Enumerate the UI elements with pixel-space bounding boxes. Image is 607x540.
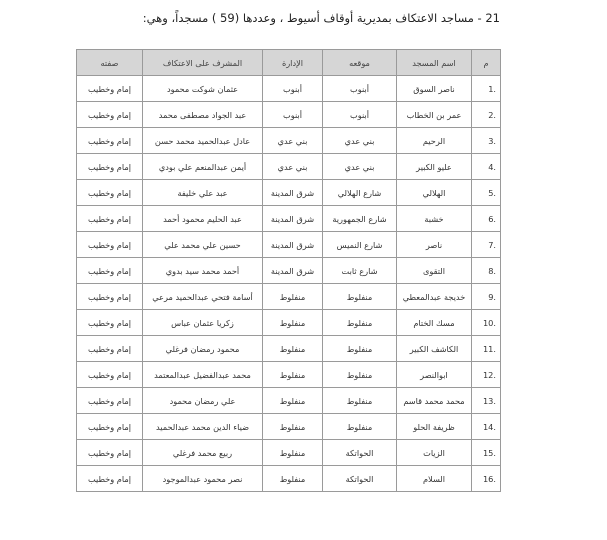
administration-cell: شرق المدينة <box>263 206 323 232</box>
row-num: 12. <box>472 362 501 388</box>
mosque-name-cell: الكاشف الكبير <box>397 336 472 362</box>
supervisor-cell: عادل عبدالحميد محمد حسن <box>143 128 263 154</box>
location-cell: بني عدي <box>323 154 397 180</box>
supervisor-cell: أحمد محمد سيد بدوي <box>143 258 263 284</box>
table-row <box>77 128 501 154</box>
administration-cell: منفلوط <box>263 440 323 466</box>
mosque-name-cell: مسك الختام <box>397 310 472 336</box>
administration-cell: منفلوط <box>263 388 323 414</box>
table-row <box>77 284 501 310</box>
location-cell: الحواتكة <box>323 466 397 492</box>
row-num: 10. <box>472 310 501 336</box>
role-cell: إمام وخطيب <box>77 232 143 258</box>
location-cell: منفلوط <box>323 362 397 388</box>
mosques-table <box>76 49 501 492</box>
header-mosque-name: اسم المسجد <box>397 50 472 76</box>
table-row <box>77 154 501 180</box>
administration-cell: بني عدي <box>263 128 323 154</box>
supervisor-cell: محمود رمضان فرغلي <box>143 336 263 362</box>
role-cell: إمام وخطيب <box>77 102 143 128</box>
supervisor-cell: عبد الحليم محمود أحمد <box>143 206 263 232</box>
supervisor-cell: علي رمضان محمود <box>143 388 263 414</box>
table-row <box>77 466 501 492</box>
administration-cell: منفلوط <box>263 414 323 440</box>
administration-cell: شرق المدينة <box>263 258 323 284</box>
row-num: 4. <box>472 154 501 180</box>
location-cell: الحواتكة <box>323 440 397 466</box>
location-cell: منفلوط <box>323 284 397 310</box>
mosque-name-cell: خديجة عبدالمعطي <box>397 284 472 310</box>
location-cell: شارع ثابت <box>323 258 397 284</box>
table-row <box>77 180 501 206</box>
role-cell: إمام وخطيب <box>77 388 143 414</box>
mosque-name-cell: ناصر السوق <box>397 76 472 102</box>
row-num: 15. <box>472 440 501 466</box>
mosque-name-cell: الرحيم <box>397 128 472 154</box>
administration-cell: بني عدي <box>263 154 323 180</box>
mosque-name-cell: التقوى <box>397 258 472 284</box>
location-cell: منفلوط <box>323 310 397 336</box>
row-num: 6. <box>472 206 501 232</box>
supervisor-cell: نصر محمود عبدالموجود <box>143 466 263 492</box>
row-num: 8. <box>472 258 501 284</box>
table-header-row <box>77 50 501 76</box>
location-cell: منفلوط <box>323 388 397 414</box>
supervisor-cell: ضياء الدين محمد عبدالحميد <box>143 414 263 440</box>
header-location: موقعه <box>323 50 397 76</box>
table-row <box>77 440 501 466</box>
location-cell: أبنوب <box>323 76 397 102</box>
supervisor-cell: أسامة فتحي عبدالحميد مرعي <box>143 284 263 310</box>
row-num: 5. <box>472 180 501 206</box>
row-num: 9. <box>472 284 501 310</box>
role-cell: إمام وخطيب <box>77 284 143 310</box>
header-supervisor: المشرف على الاعتكاف <box>143 50 263 76</box>
administration-cell: منفلوط <box>263 284 323 310</box>
role-cell: إمام وخطيب <box>77 128 143 154</box>
role-cell: إمام وخطيب <box>77 76 143 102</box>
header-role: صفته <box>77 50 143 76</box>
mosque-name-cell: الزيات <box>397 440 472 466</box>
header-administration: الإدارة <box>263 50 323 76</box>
supervisor-cell: زكريا عثمان عباس <box>143 310 263 336</box>
row-num: 7. <box>472 232 501 258</box>
header-num: م <box>472 50 501 76</box>
row-num: 2. <box>472 102 501 128</box>
role-cell: إمام وخطيب <box>77 336 143 362</box>
document-heading: 21 - مساجد الاعتكاف بمديرية أوقاف أسيوط ، وعددها (59 ) مسجداً، وهي: <box>142 11 500 25</box>
role-cell: إمام وخطيب <box>77 466 143 492</box>
location-cell: بني عدي <box>323 128 397 154</box>
administration-cell: منفلوط <box>263 336 323 362</box>
table-row <box>77 388 501 414</box>
mosque-name-cell: الهلالي <box>397 180 472 206</box>
role-cell: إمام وخطيب <box>77 258 143 284</box>
location-cell: منفلوط <box>323 336 397 362</box>
role-cell: إمام وخطيب <box>77 310 143 336</box>
table-row <box>77 310 501 336</box>
supervisor-cell: حسين علي محمد علي <box>143 232 263 258</box>
table-row <box>77 362 501 388</box>
administration-cell: منفلوط <box>263 362 323 388</box>
table-row <box>77 102 501 128</box>
supervisor-cell: ربيع محمد فرغلي <box>143 440 263 466</box>
row-num: 13. <box>472 388 501 414</box>
table-row <box>77 232 501 258</box>
mosque-name-cell: عليو الكبير <box>397 154 472 180</box>
location-cell: شارع النميس <box>323 232 397 258</box>
role-cell: إمام وخطيب <box>77 414 143 440</box>
mosque-name-cell: خشبة <box>397 206 472 232</box>
table-row <box>77 414 501 440</box>
row-num: 11. <box>472 336 501 362</box>
location-cell: شارع الهلالي <box>323 180 397 206</box>
mosque-name-cell: محمد محمد قاسم <box>397 388 472 414</box>
supervisor-cell: أيمن عبدالمنعم علي بودي <box>143 154 263 180</box>
administration-cell: أبنوب <box>263 76 323 102</box>
location-cell: شارع الجمهورية <box>323 206 397 232</box>
table-row <box>77 76 501 102</box>
administration-cell: منفلوط <box>263 310 323 336</box>
role-cell: إمام وخطيب <box>77 206 143 232</box>
row-num: 3. <box>472 128 501 154</box>
role-cell: إمام وخطيب <box>77 180 143 206</box>
row-num: 14. <box>472 414 501 440</box>
mosque-name-cell: ناصر <box>397 232 472 258</box>
administration-cell: شرق المدينة <box>263 232 323 258</box>
supervisor-cell: محمد عبدالفضيل عبدالمعتمد <box>143 362 263 388</box>
table-row <box>77 336 501 362</box>
table-row <box>77 206 501 232</box>
administration-cell: أبنوب <box>263 102 323 128</box>
mosque-name-cell: ابوالنصر <box>397 362 472 388</box>
administration-cell: منفلوط <box>263 466 323 492</box>
administration-cell: شرق المدينة <box>263 180 323 206</box>
role-cell: إمام وخطيب <box>77 440 143 466</box>
location-cell: منفلوط <box>323 414 397 440</box>
supervisor-cell: عبد علي خليفة <box>143 180 263 206</box>
location-cell: أبنوب <box>323 102 397 128</box>
mosque-name-cell: السلام <box>397 466 472 492</box>
role-cell: إمام وخطيب <box>77 154 143 180</box>
supervisor-cell: عبد الجواد مصطفى محمد <box>143 102 263 128</box>
table-row <box>77 258 501 284</box>
mosque-name-cell: ظريفة الحلو <box>397 414 472 440</box>
row-num: 16. <box>472 466 501 492</box>
role-cell: إمام وخطيب <box>77 362 143 388</box>
row-num: 1. <box>472 76 501 102</box>
mosque-name-cell: عمر بن الخطاب <box>397 102 472 128</box>
supervisor-cell: عثمان شوكت محمود <box>143 76 263 102</box>
